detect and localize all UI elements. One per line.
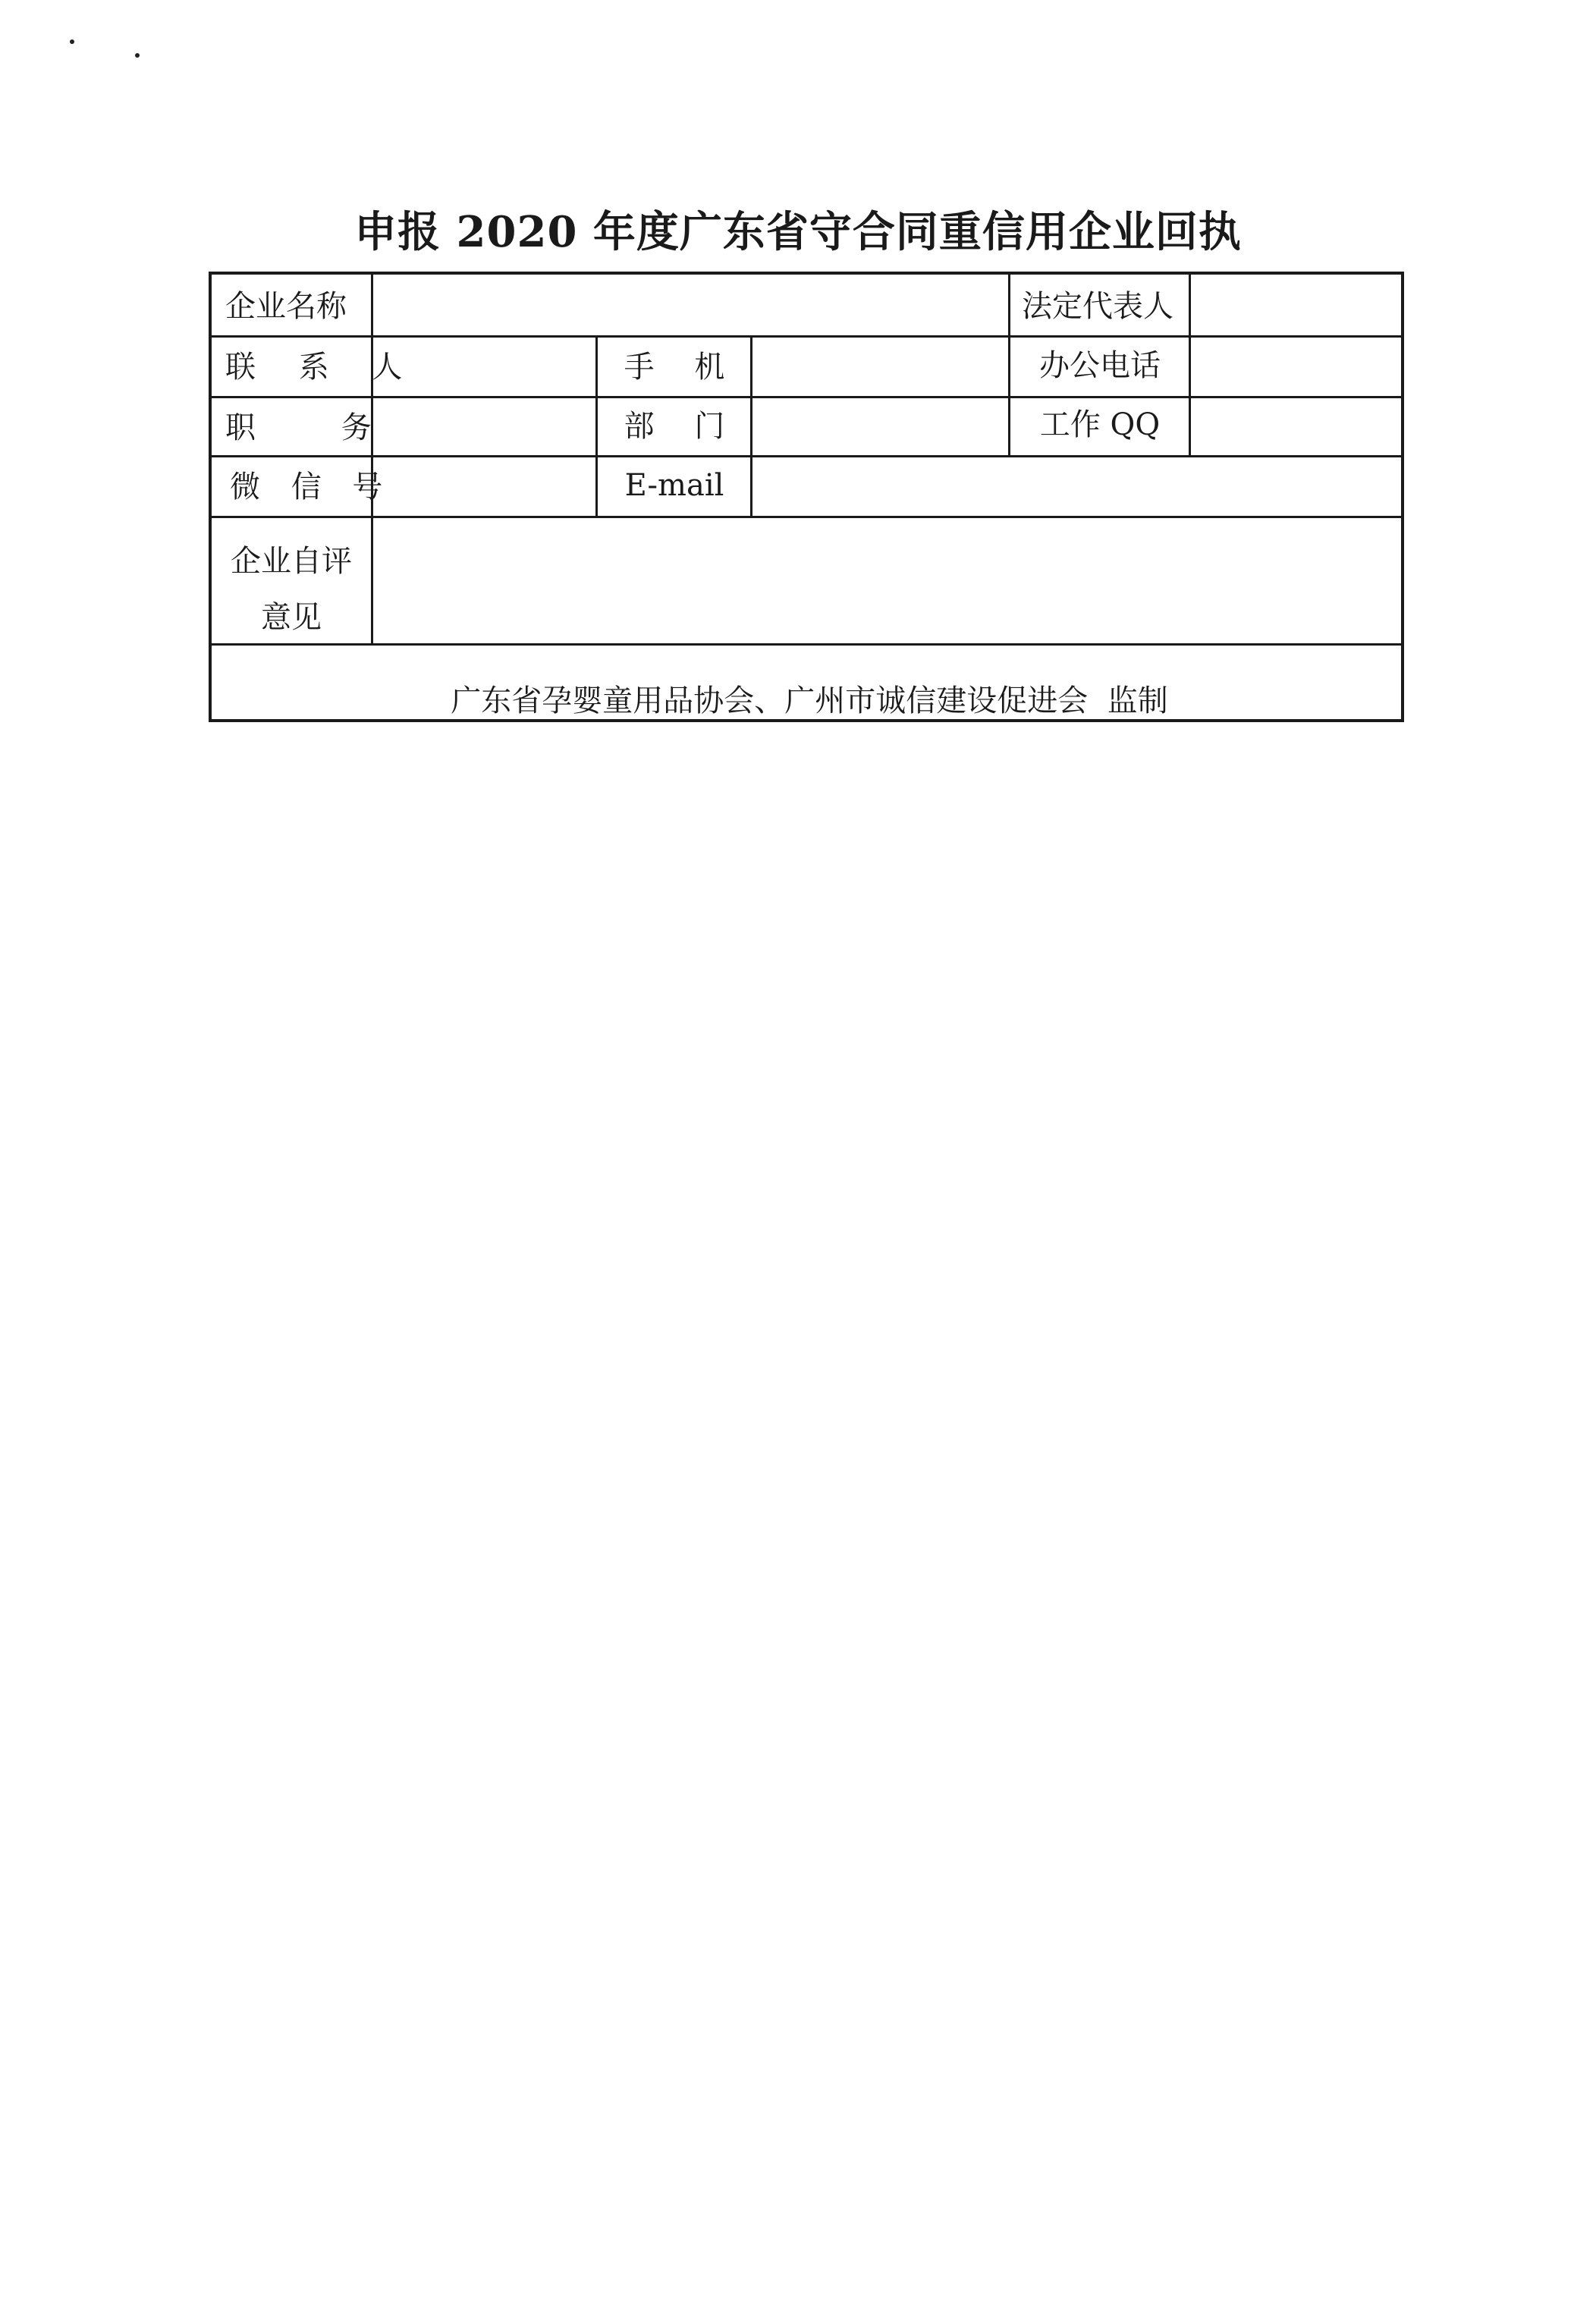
column-divider	[595, 335, 598, 516]
department-field[interactable]	[753, 399, 1007, 454]
office-phone-field[interactable]	[1192, 338, 1398, 394]
row-divider	[212, 516, 1401, 518]
work-qq-label: 工作 QQ	[1039, 407, 1161, 442]
form-footer-issuer: 广东省孕婴童用品协会、广州市诚信建设促进会 监制	[451, 683, 1168, 718]
legal-representative-label: 法定代表人	[1022, 289, 1173, 324]
work-qq-field[interactable]	[1192, 399, 1398, 454]
email-label: E-mail	[624, 468, 724, 503]
page-title: 申报 2020 年度广东省守合同重信用企业回执	[354, 207, 1242, 257]
wechat-label: 微 信 号	[230, 470, 394, 504]
position-field[interactable]	[374, 399, 594, 454]
row-divider	[212, 455, 1401, 457]
wechat-field[interactable]	[374, 458, 594, 514]
receipt-form-table	[209, 272, 1404, 722]
row-divider	[212, 335, 1401, 338]
mobile-field[interactable]	[753, 338, 1007, 394]
contact-person-label-text: 联 系 人	[225, 350, 419, 385]
office-phone-label: 办公电话	[1039, 348, 1161, 383]
email-field[interactable]	[753, 458, 1398, 514]
contact-person-field[interactable]	[374, 338, 594, 394]
row-divider	[212, 643, 1401, 646]
legal-representative-field[interactable]	[1192, 278, 1398, 334]
column-divider	[1189, 275, 1191, 455]
self-evaluation-label-line2: 意见	[261, 600, 322, 635]
scan-speck	[135, 53, 140, 58]
scan-speck	[70, 39, 74, 44]
mobile-label: 手 机	[624, 350, 725, 385]
department-label: 部 门	[624, 409, 725, 444]
position-label: 职 务	[225, 410, 372, 445]
self-evaluation-field[interactable]	[374, 519, 1398, 642]
company-name-field[interactable]	[374, 278, 1005, 334]
company-name-label: 企业名称	[225, 289, 347, 324]
column-divider	[1008, 275, 1010, 455]
column-divider	[371, 275, 373, 643]
column-divider	[750, 335, 752, 516]
self-evaluation-label-line1: 企业自评	[231, 544, 352, 579]
row-divider	[212, 396, 1401, 398]
contact-person-label	[225, 350, 419, 385]
